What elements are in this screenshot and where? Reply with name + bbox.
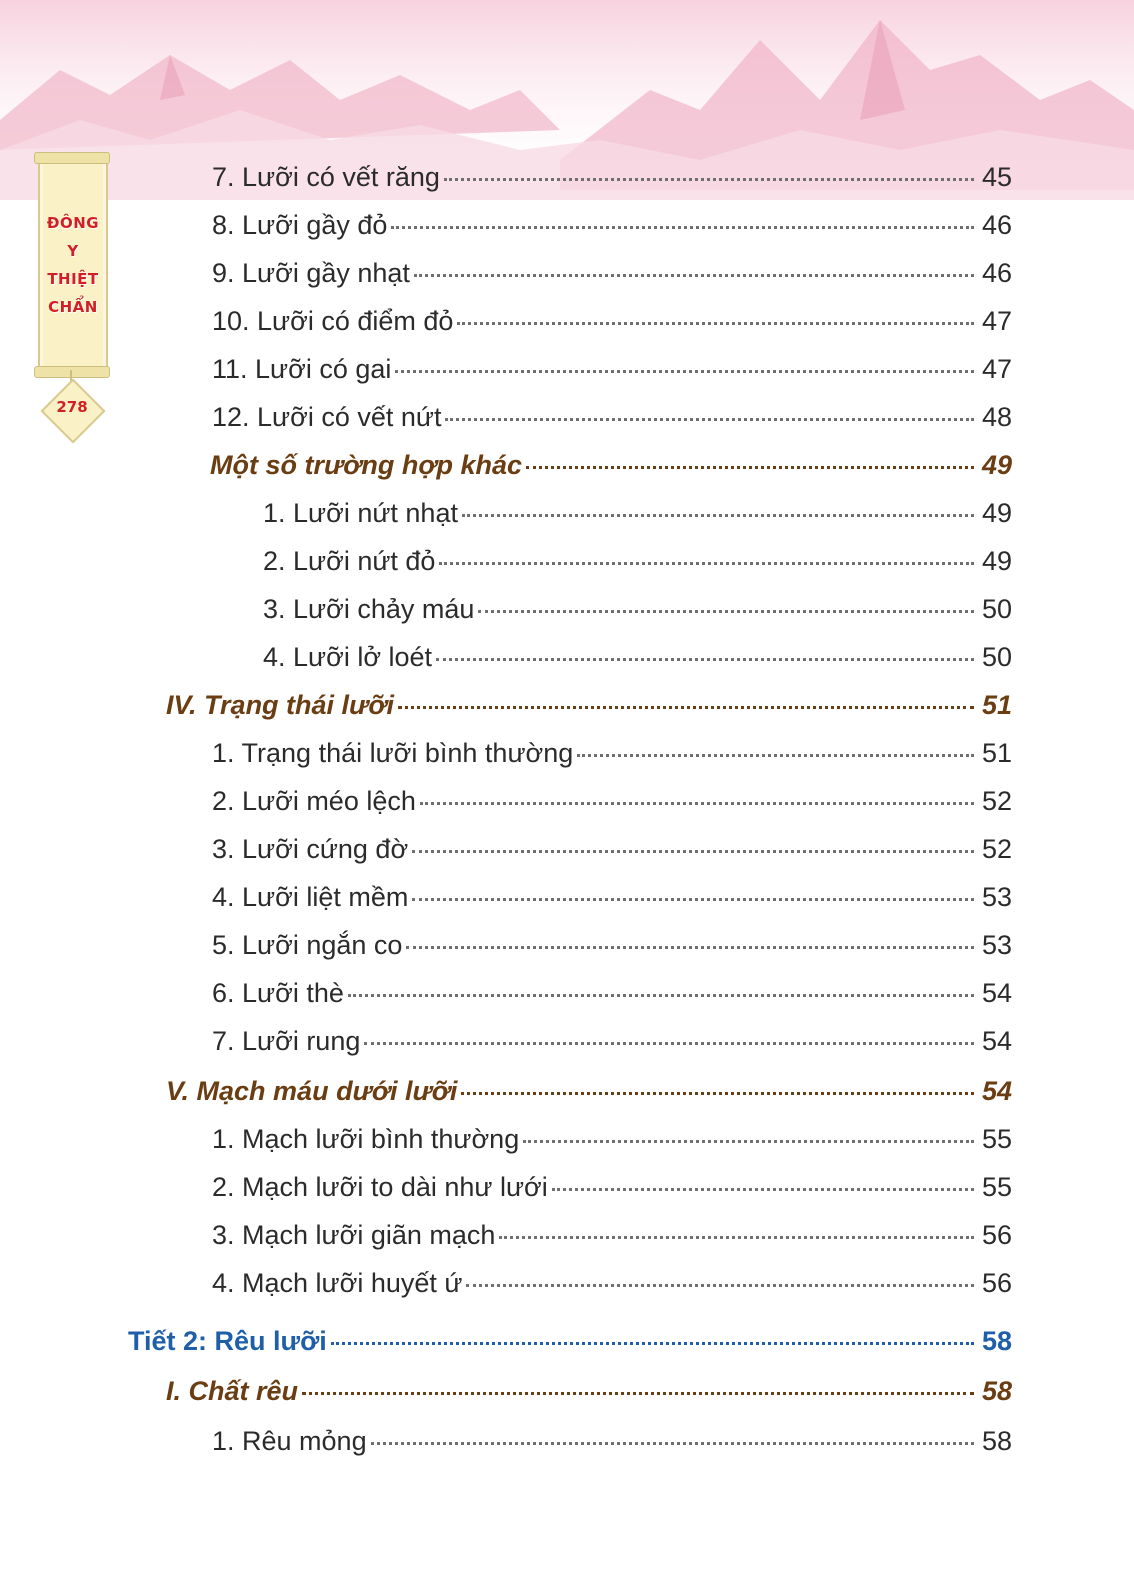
- toc-entry-title: IV. Trạng thái lưỡi: [166, 690, 394, 720]
- book-title-tab: [38, 158, 108, 372]
- toc-entry-title: 3. Lưỡi chảy máu: [263, 594, 475, 624]
- toc-entry[interactable]: [212, 738, 1012, 769]
- toc-dot-leader: [526, 466, 974, 469]
- toc-entry-page: 54: [981, 978, 1012, 1008]
- toc-dot-leader: [412, 850, 974, 853]
- toc-dot-leader: [478, 610, 974, 613]
- toc-entry-page: 53: [981, 930, 1012, 960]
- toc-entry-page: 58: [981, 1426, 1012, 1456]
- toc-entry-title: 1. Trạng thái lưỡi bình thường: [212, 738, 574, 768]
- toc-entry-title: 5. Lưỡi ngắn co: [212, 930, 403, 960]
- toc-entry[interactable]: [212, 882, 1012, 913]
- toc-dot-leader: [499, 1236, 974, 1239]
- toc-entry-page: 46: [981, 258, 1012, 288]
- toc-dot-leader: [412, 898, 974, 901]
- toc-entry-page: 56: [981, 1268, 1012, 1298]
- toc-dot-leader: [391, 226, 974, 229]
- toc-dot-leader: [371, 1442, 974, 1445]
- toc-entry-title: 10. Lưỡi có điểm đỏ: [212, 306, 454, 336]
- toc-entry[interactable]: [263, 642, 1012, 673]
- toc-entry[interactable]: [212, 210, 1012, 241]
- toc-entry-page: 47: [981, 306, 1012, 336]
- tab-bottom-cap: [34, 366, 110, 378]
- toc-entry-title: 4. Lưỡi lở loét: [263, 642, 433, 672]
- toc-dot-leader: [552, 1188, 974, 1191]
- toc-entry[interactable]: [212, 1124, 1012, 1155]
- toc-dot-leader: [302, 1392, 974, 1395]
- toc-entry-page: 47: [981, 354, 1012, 384]
- toc-entry[interactable]: [263, 546, 1012, 577]
- toc-entry-page: 58: [981, 1326, 1012, 1356]
- toc-entry[interactable]: [263, 498, 1012, 529]
- toc-entry-title: 8. Lưỡi gầy đỏ: [212, 210, 388, 240]
- toc-entry-title: 2. Mạch lưỡi to dài như lưới: [212, 1172, 548, 1202]
- toc-dot-leader: [445, 418, 974, 421]
- book-title-word: ĐÔNG: [46, 214, 100, 232]
- toc-entry-title: 9. Lưỡi gầy nhạt: [212, 258, 410, 288]
- toc-entry-page: 49: [981, 498, 1012, 528]
- toc-entry[interactable]: [212, 978, 1012, 1009]
- toc-entry-title: I. Chất rêu: [166, 1376, 299, 1406]
- toc-entry-title: 1. Lưỡi nứt nhạt: [263, 498, 458, 528]
- toc-dot-leader: [444, 178, 974, 181]
- toc-entry-title: 4. Lưỡi liệt mềm: [212, 882, 409, 912]
- toc-entry-title: 3. Mạch lưỡi giãn mạch: [212, 1220, 496, 1250]
- toc-dot-leader: [466, 1284, 974, 1287]
- tab-top-cap: [34, 152, 110, 164]
- toc-entry[interactable]: [212, 1426, 1012, 1457]
- toc-entry-page: 58: [981, 1376, 1012, 1406]
- toc-entry[interactable]: [212, 402, 1012, 433]
- book-title-word: THIỆT: [47, 270, 99, 288]
- toc-entry-page: 54: [981, 1076, 1012, 1106]
- toc-entry-title: 7. Lưỡi có vết răng: [212, 162, 440, 192]
- toc-dot-leader: [398, 706, 974, 709]
- toc-entry-title: 11. Lưỡi có gai: [212, 354, 392, 384]
- toc-entry-page: 46: [981, 210, 1012, 240]
- toc-entry-title: 12. Lưỡi có vết nứt: [212, 402, 442, 432]
- toc-dot-leader: [461, 1092, 974, 1095]
- toc-entry-page: 50: [981, 642, 1012, 672]
- toc-entry-page: 55: [981, 1172, 1012, 1202]
- toc-dot-leader: [348, 994, 974, 997]
- toc-entry[interactable]: [212, 834, 1012, 865]
- book-title-word: CHẨN: [48, 298, 98, 316]
- toc-dot-leader: [436, 658, 974, 661]
- toc-entry-title: 4. Mạch lưỡi huyết ứ: [212, 1268, 463, 1298]
- toc-dot-leader: [406, 946, 974, 949]
- toc-entry[interactable]: [212, 930, 1012, 961]
- toc-entry-page: 52: [981, 834, 1012, 864]
- toc-dot-leader: [331, 1342, 974, 1345]
- toc-entry-page: 50: [981, 594, 1012, 624]
- toc-dot-leader: [462, 514, 974, 517]
- toc-entry[interactable]: [166, 1076, 1012, 1107]
- toc-entry-page: 52: [981, 786, 1012, 816]
- toc-entry[interactable]: [212, 306, 1012, 337]
- toc-entry-title: 7. Lưỡi rung: [212, 1026, 361, 1056]
- toc-entry[interactable]: [212, 1172, 1012, 1203]
- toc-entry[interactable]: [212, 354, 1012, 385]
- toc-entry[interactable]: [210, 450, 1012, 481]
- toc-entry-page: 51: [981, 738, 1012, 768]
- toc-entry[interactable]: [212, 1220, 1012, 1251]
- toc-dot-leader: [364, 1042, 974, 1045]
- toc-entry[interactable]: [128, 1326, 1012, 1357]
- toc-entry[interactable]: [212, 786, 1012, 817]
- toc-entry[interactable]: [166, 690, 1012, 721]
- toc-dot-leader: [523, 1140, 974, 1143]
- toc-entry-title: V. Mạch máu dưới lưỡi: [166, 1076, 458, 1106]
- toc-entry[interactable]: [212, 1026, 1012, 1057]
- toc-entry-page: 56: [981, 1220, 1012, 1250]
- toc-entry-page: 49: [981, 546, 1012, 576]
- toc-dot-leader: [457, 322, 974, 325]
- book-title-word: Y: [67, 242, 79, 260]
- toc-entry-page: 55: [981, 1124, 1012, 1154]
- toc-entry[interactable]: [263, 594, 1012, 625]
- toc-entry-title: 1. Mạch lưỡi bình thường: [212, 1124, 520, 1154]
- toc-entry[interactable]: [212, 258, 1012, 289]
- toc-entry-title: 2. Lưỡi méo lệch: [212, 786, 416, 816]
- toc-entry-title: 1. Rêu mỏng: [212, 1426, 367, 1456]
- toc-entry-page: 54: [981, 1026, 1012, 1056]
- toc-entry[interactable]: [212, 162, 1012, 193]
- toc-entry-page: 51: [981, 690, 1012, 720]
- toc-entry-page: 48: [981, 402, 1012, 432]
- toc-entry-title: Một số trường hợp khác: [210, 450, 523, 480]
- toc-entry[interactable]: [212, 1268, 1012, 1299]
- page-number: 278: [56, 398, 88, 416]
- toc-dot-leader: [395, 370, 974, 373]
- toc-entry-title: 3. Lưỡi cứng đờ: [212, 834, 409, 864]
- toc-entry-page: 49: [981, 450, 1012, 480]
- toc-dot-leader: [577, 754, 974, 757]
- toc-entry-page: 53: [981, 882, 1012, 912]
- toc-entry-title: 2. Lưỡi nứt đỏ: [263, 546, 436, 576]
- toc-entry-title: Tiết 2: Rêu lưỡi: [128, 1326, 327, 1356]
- toc-dot-leader: [414, 274, 974, 277]
- toc-entry[interactable]: [166, 1376, 1012, 1407]
- toc-entry-page: 45: [981, 162, 1012, 192]
- toc-dot-leader: [439, 562, 974, 565]
- toc-entry-title: 6. Lưỡi thè: [212, 978, 344, 1008]
- toc-dot-leader: [420, 802, 974, 805]
